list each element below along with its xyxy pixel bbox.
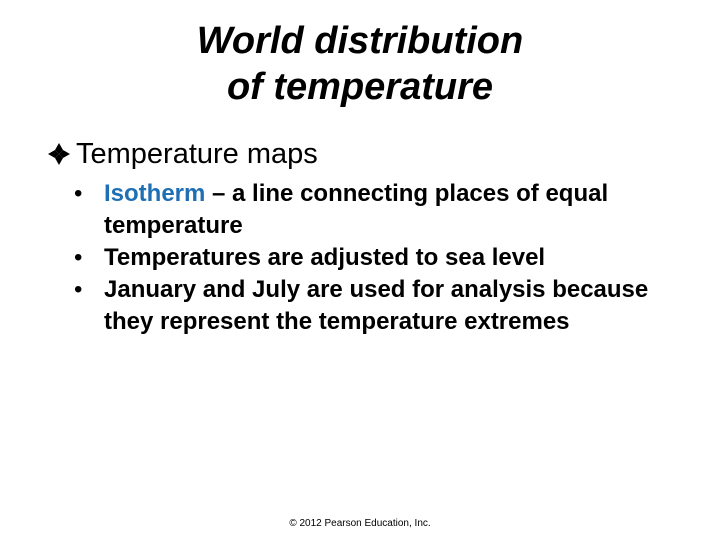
- bullet-text: Temperatures are adjusted to sea level: [104, 244, 546, 271]
- diamond-bullet-icon: [46, 141, 72, 167]
- title-line-1: World distribution: [196, 20, 524, 62]
- bullet-item-isotherm: [74, 178, 674, 242]
- heading-bullet: [46, 136, 318, 172]
- bullet-marker: •: [74, 276, 83, 303]
- heading-text: Temperature maps: [76, 138, 318, 170]
- bullet-item-january-july: [74, 274, 674, 338]
- bullet-text: January and July are used for analysis because they represent the temperature extremes: [104, 276, 649, 335]
- copyright-footer: © 2012 Pearson Education, Inc.: [289, 518, 431, 529]
- bullet-list: [74, 178, 674, 338]
- bullet-marker: •: [74, 244, 83, 271]
- slide-title: [0, 18, 720, 110]
- bullet-text: – a line connecting places of equal temperature: [104, 180, 609, 239]
- title-line-2: of temperature: [226, 66, 494, 108]
- bullet-marker: •: [74, 180, 83, 207]
- bullet-term: Isotherm: [104, 180, 206, 207]
- bullet-item-sea-level: [74, 242, 674, 274]
